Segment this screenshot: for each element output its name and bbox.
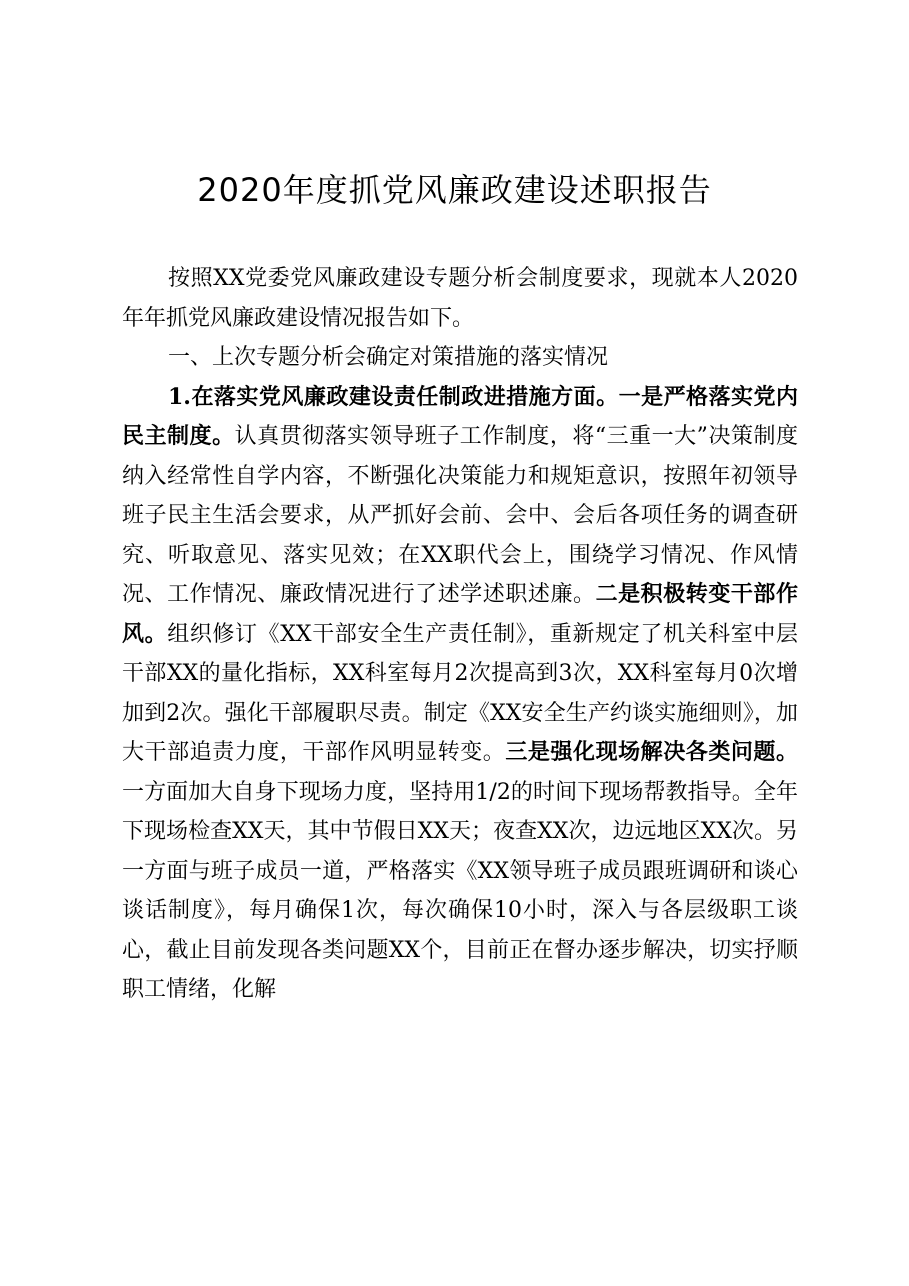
paragraph-text-3: 一方面加大自身下现场力度，坚持用1/2的时间下现场帮教指导。全年下现场检查XX天，其中节假日XX天；夜查XX次，边远地区XX次。另一方面与班子成员一道，严格落实《XX领导班子成员跟班调研和谈心谈话制度》，每月确保1次，每次确保10小时，深入与各层级职工谈心，截止目前发现各类问题XX个，目前正在督办逐步解决，切实抒顺职工情绪，化解: [122, 779, 798, 1002]
section-heading: 一、上次专题分析会确定对策措施的落实情况: [168, 345, 609, 370]
paragraph-lead-bold: 1.在落实党风廉政建设责任制政进措施方面。一是严格落实党内民主制度。: [122, 383, 798, 449]
document-title: 2020年度抓党风廉政建设述职报告: [197, 171, 712, 209]
intro-paragraph: 按照XX党委党风廉政建设专题分析会制度要求，现就本人2020年年抓党风廉政建设情况报告如下。: [122, 266, 798, 331]
section-paragraph: [122, 378, 798, 1010]
paragraph-bold-point-3: 三是强化现场解决各类问题。: [505, 739, 798, 765]
paragraph-text-2: 组织修订《XX干部安全生产责任制》，重新规定了机关科室中层干部XX的量化指标，XX科室每月2次提高到3次，XX科室每月0次增加到2次。强化干部履职尽责。制定《XX安全生产约谈实施细则》，加大干部追责力度，干部作风明显转变。: [122, 621, 798, 765]
document-body: [122, 259, 798, 1010]
paragraph-bold-point-2: 二是积极转变干部作风。: [122, 581, 798, 647]
paragraph-text: 认真贯彻落实领导班子工作制度，将“三重一大”决策制度纳入经常性自学内容，不断强化决策能力和规矩意识，按照年初领导班子民主生活会要求，从严抓好会前、会中、会后各项任务的调查研究、听取意见、落实见效；在XX职代会上，围绕学习情况、作风情况、工作情况、廉政情况进行了述学述职述廉。: [122, 424, 798, 607]
